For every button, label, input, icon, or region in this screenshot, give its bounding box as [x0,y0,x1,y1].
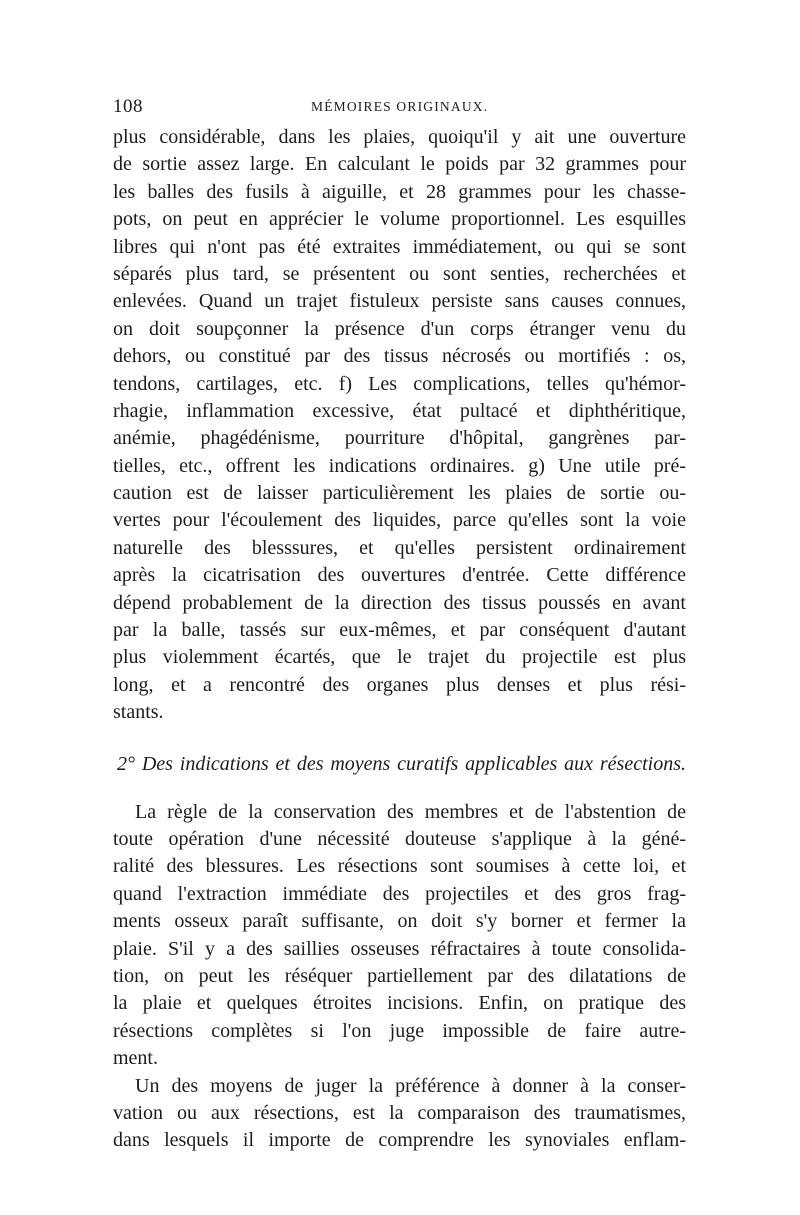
text-line: pots, on peut en apprécier le volume proportionnel. Les esquilles [113,208,686,231]
text-line: rhagie, inflammation excessive, état pultacé et diphthéritique, [113,399,686,422]
text-line: La règle de la conservation des membres et de l'abstention de [135,800,686,823]
text-line: libres qui n'ont pas été extraites immédiatement, ou qui se sont [113,235,686,258]
text-line: les balles des fusils à aiguille, et 28 grammes pour les chasse- [113,180,686,203]
text-line: vation ou aux résections, est la comparaison des traumatismes, [113,1101,686,1124]
text-line: ralité des blessures. Les résections sont soumises à cette loi, et [113,855,686,878]
text-line: résections complètes si l'on juge impossible de faire autre- [113,1019,686,1042]
text-line: Un des moyens de juger la préférence à donner à la conser- [135,1074,686,1097]
text-line: ment. [113,1047,158,1070]
text-line: on doit soupçonner la présence d'un corps étranger venu du [113,317,686,340]
text-line: dehors, ou constitué par des tissus nécrosés ou mortifiés : os, [113,345,686,368]
text-line: stants. [113,701,164,724]
running-head [113,92,686,124]
book-page [113,92,686,1172]
page-number: 108 [113,96,143,117]
text-line: quand l'extraction immédiate des projectiles et des gros frag- [113,882,686,905]
text-line: séparés plus tard, se présentent ou sont senties, recherchées et [113,262,686,285]
text-line: enlevées. Quand un trajet fistuleux persiste sans causes connues, [113,290,686,313]
text-line: dans lesquels il importe de comprendre les synoviales enflam- [113,1129,686,1152]
text-line: tion, on peut les réséquer partiellement par des dilatations de [113,964,686,987]
paragraph [113,799,686,1073]
text-line: vertes pour l'écoulement des liquides, parce qu'elles sont la voie [113,509,686,532]
paragraph-continued [113,124,686,727]
text-line: caution est de laisser particulièrement les plaies de sortie ou- [113,482,686,505]
text-line: long, et a rencontré des organes plus denses et plus rési- [113,673,686,696]
text-line: plus considérable, dans les plaies, quoiqu'il y ait une ouverture [113,126,686,148]
text-line: anémie, phagédénisme, pourriture d'hôpital, gangrènes par- [113,427,686,450]
section-heading: 2° Des indications et des moyens curatifs applicables aux résections. [117,752,686,775]
text-line: naturelle des blesssures, et qu'elles persistent ordinairement [113,536,686,559]
paragraph [113,1073,686,1155]
text-line: ments osseux paraît suffisante, on doit s'y borner et fermer la [113,910,686,933]
text-line: dépend probablement de la direction des tissus poussés en avant [113,591,686,614]
text-line: toute opération d'une nécessité douteuse s'applique à la géné- [113,827,686,850]
text-line: par la balle, tassés sur eux-mêmes, et par conséquent d'autant [113,619,686,642]
text-line: tielles, etc., offrent les indications ordinaires. g) Une utile pré- [113,454,686,477]
text-line: la plaie et quelques étroites incisions. Enfin, on pratique des [113,992,686,1015]
text-line: plus violemment écartés, que le trajet du projectile est plus [113,646,686,669]
text-line: après la cicatrisation des ouvertures d'entrée. Cette différence [113,564,686,587]
text-line: plaie. S'il y a des saillies osseuses réfractaires à toute consolida- [113,937,686,960]
text-line: de sortie assez large. En calculant le poids par 32 grammes pour [113,153,686,176]
running-title: MÉMOIRES ORIGINAUX. [311,99,489,114]
text-line: tendons, cartilages, etc. f) Les complications, telles qu'hémor- [113,372,686,395]
